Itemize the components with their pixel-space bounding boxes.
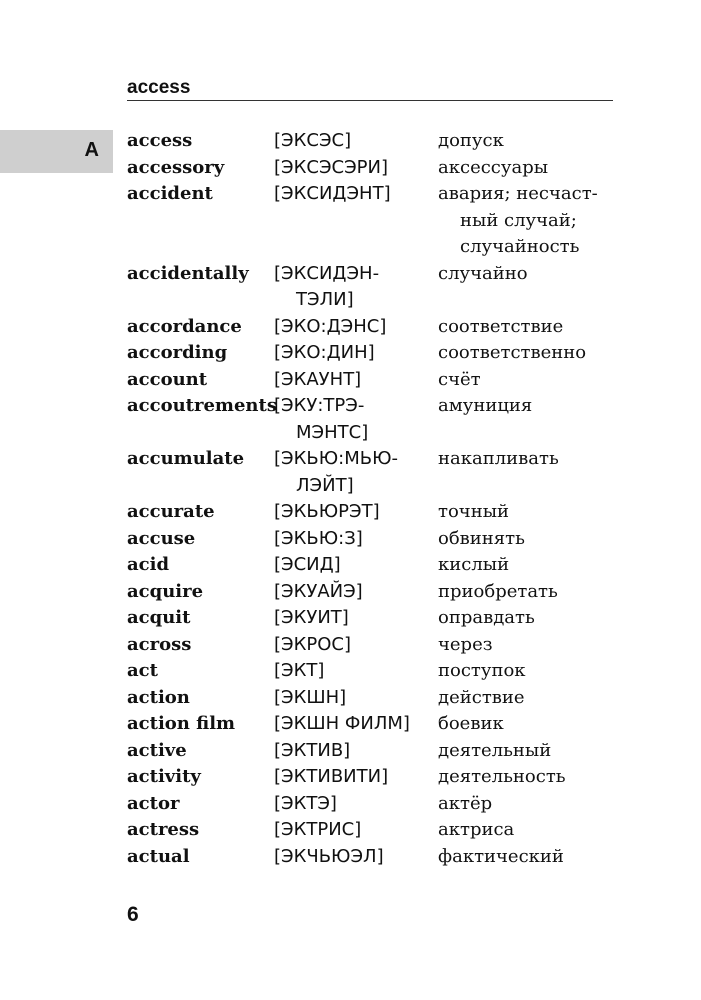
- entry-pronunciation: [274, 738, 438, 765]
- entry-translation: [438, 393, 617, 446]
- entry-headword: across: [127, 633, 192, 655]
- entry-headword: access: [127, 130, 193, 151]
- entry-headword: active: [127, 739, 187, 761]
- entry-pronunciation: [274, 446, 438, 499]
- entry-translation: [438, 711, 617, 738]
- pronunciation-line: [ЭКСЭС]: [274, 130, 352, 151]
- entry-headword: according: [127, 342, 228, 363]
- entry-translation: [438, 314, 617, 341]
- page-number: 6: [127, 903, 139, 926]
- entry-pronunciation: [274, 367, 438, 394]
- entry-pronunciation: [274, 314, 438, 341]
- entry-headword: accidentally: [127, 262, 249, 284]
- entry-headword: act: [127, 660, 158, 681]
- dictionary-entry: [127, 711, 617, 738]
- dictionary-entry: [127, 393, 617, 446]
- entry-translation: [438, 340, 617, 367]
- dictionary-entry: [127, 526, 617, 553]
- pronunciation-line: [ЭКСИДЭН-: [274, 262, 380, 284]
- pronunciation-line: [ЭКУИТ]: [274, 607, 349, 628]
- entry-translation: [438, 446, 617, 499]
- translation-line: соответствие: [438, 315, 564, 337]
- translation-line: соответственно: [438, 342, 587, 363]
- entry-pronunciation: [274, 393, 438, 446]
- entry-pronunciation: [274, 658, 438, 685]
- translation-line: случайно: [438, 262, 528, 284]
- pronunciation-line: ТЭЛИ]: [296, 289, 354, 310]
- entry-pronunciation: [274, 711, 438, 738]
- translation-line: обвинять: [438, 527, 525, 549]
- entry-headword: accurate: [127, 501, 215, 522]
- entry-headword: acquit: [127, 607, 191, 628]
- pronunciation-line: [ЭКТИВ]: [274, 739, 351, 761]
- pronunciation-line: [ЭСИД]: [274, 554, 341, 575]
- entry-headword: acid: [127, 554, 170, 575]
- dictionary-entry: [127, 844, 617, 871]
- translation-line: амуниция: [438, 395, 533, 416]
- entry-pronunciation: [274, 817, 438, 844]
- entry-pronunciation: [274, 261, 438, 314]
- dictionary-entry: [127, 817, 617, 844]
- pronunciation-line: [ЭКЧЬЮЭЛ]: [274, 845, 384, 867]
- translation-line: актёр: [438, 792, 493, 814]
- entry-headword: action: [127, 686, 190, 708]
- dictionary-entry: [127, 261, 617, 314]
- pronunciation-line: [ЭКШН ФИЛМ]: [274, 713, 410, 734]
- dictionary-entry: [127, 685, 617, 712]
- entry-translation: [438, 526, 617, 553]
- translation-line: случайность: [460, 236, 580, 257]
- translation-line: боевик: [438, 713, 504, 734]
- entry-headword: actor: [127, 792, 180, 814]
- dictionary-entry: [127, 764, 617, 791]
- running-header-word: access: [127, 77, 191, 98]
- dictionary-entry: [127, 791, 617, 818]
- pronunciation-line: [ЭКШН]: [274, 686, 347, 708]
- pronunciation-line: [ЭКЬЮРЭТ]: [274, 501, 380, 522]
- translation-line: актриса: [438, 819, 515, 840]
- translation-line: через: [438, 633, 493, 655]
- dictionary-entry: [127, 579, 617, 606]
- entry-translation: [438, 658, 617, 685]
- entry-headword: accordance: [127, 315, 242, 337]
- entry-pronunciation: [274, 791, 438, 818]
- entry-pronunciation: [274, 128, 438, 155]
- dictionary-entry: [127, 314, 617, 341]
- entry-translation: [438, 155, 617, 182]
- entry-translation: [438, 499, 617, 526]
- entry-translation: [438, 367, 617, 394]
- entry-pronunciation: [274, 155, 438, 182]
- pronunciation-line: [ЭКТРИС]: [274, 819, 362, 840]
- entry-pronunciation: [274, 844, 438, 871]
- pronunciation-line: [ЭКУ:ТРЭ-: [274, 395, 365, 416]
- entry-headword: acquire: [127, 580, 204, 602]
- pronunciation-line: [ЭКЬЮ:З]: [274, 527, 363, 549]
- translation-line: ный случай;: [460, 209, 577, 231]
- entry-translation: [438, 261, 617, 314]
- entry-headword: actual: [127, 845, 190, 867]
- dictionary-entry: [127, 552, 617, 579]
- dictionary-entry: [127, 446, 617, 499]
- dictionary-entry: [127, 658, 617, 685]
- entry-pronunciation: [274, 685, 438, 712]
- pronunciation-line: МЭНТС]: [296, 421, 369, 443]
- entry-headword: accoutrements: [127, 395, 277, 416]
- entry-translation: [438, 817, 617, 844]
- translation-line: приобретать: [438, 580, 558, 602]
- entry-headword: accumulate: [127, 448, 245, 469]
- dictionary-entry: [127, 340, 617, 367]
- pronunciation-line: [ЭКУАЙЭ]: [274, 580, 363, 602]
- entry-headword: accessory: [127, 156, 225, 178]
- entry-translation: [438, 791, 617, 818]
- entry-translation: [438, 632, 617, 659]
- dictionary-entry: [127, 499, 617, 526]
- entry-translation: [438, 579, 617, 606]
- dictionary-entry: [127, 367, 617, 394]
- entry-headword: account: [127, 368, 208, 390]
- translation-line: фактический: [438, 845, 564, 867]
- letter-tab-label: A: [84, 139, 99, 161]
- pronunciation-line: [ЭКСИДЭНТ]: [274, 183, 391, 204]
- translation-line: аксессуары: [438, 156, 549, 178]
- pronunciation-line: [ЭКО:ДЭНС]: [274, 315, 387, 337]
- entry-pronunciation: [274, 526, 438, 553]
- entry-headword: accuse: [127, 527, 196, 549]
- entry-translation: [438, 685, 617, 712]
- translation-line: накапливать: [438, 448, 559, 469]
- dictionary-entries: [127, 128, 617, 870]
- dictionary-entry: [127, 181, 617, 261]
- pronunciation-line: [ЭКТ]: [274, 660, 325, 681]
- header-rule: [127, 100, 613, 101]
- pronunciation-line: [ЭКТИВИТИ]: [274, 766, 389, 787]
- translation-line: деятельность: [438, 766, 566, 787]
- translation-line: деятельный: [438, 739, 552, 761]
- entry-translation: [438, 552, 617, 579]
- entry-pronunciation: [274, 181, 438, 261]
- entry-headword: actress: [127, 819, 200, 840]
- pronunciation-line: [ЭКТЭ]: [274, 792, 337, 814]
- dictionary-entry: [127, 128, 617, 155]
- entry-headword: activity: [127, 766, 201, 787]
- entry-pronunciation: [274, 632, 438, 659]
- translation-line: счёт: [438, 368, 481, 390]
- entry-translation: [438, 844, 617, 871]
- translation-line: поступок: [438, 660, 526, 681]
- dictionary-entry: [127, 738, 617, 765]
- pronunciation-line: [ЭКЬЮ:МЬЮ-: [274, 448, 399, 469]
- entry-translation: [438, 605, 617, 632]
- dictionary-entry: [127, 632, 617, 659]
- pronunciation-line: [ЭКО:ДИН]: [274, 342, 375, 363]
- entry-translation: [438, 128, 617, 155]
- entry-pronunciation: [274, 340, 438, 367]
- entry-headword: accident: [127, 183, 213, 204]
- entry-translation: [438, 764, 617, 791]
- translation-line: авария; несчаст-: [438, 183, 598, 204]
- translation-line: допуск: [438, 130, 504, 151]
- pronunciation-line: [ЭКАУНТ]: [274, 368, 362, 390]
- pronunciation-line: [ЭКРОС]: [274, 633, 351, 655]
- entry-pronunciation: [274, 764, 438, 791]
- entry-pronunciation: [274, 552, 438, 579]
- entry-translation: [438, 181, 617, 261]
- entry-headword: action film: [127, 713, 236, 734]
- entry-pronunciation: [274, 605, 438, 632]
- translation-line: кислый: [438, 554, 510, 575]
- dictionary-entry: [127, 155, 617, 182]
- pronunciation-line: [ЭКСЭСЭРИ]: [274, 156, 388, 178]
- entry-translation: [438, 738, 617, 765]
- dictionary-entry: [127, 605, 617, 632]
- entry-pronunciation: [274, 499, 438, 526]
- translation-line: действие: [438, 686, 525, 708]
- letter-tab: [0, 130, 113, 173]
- translation-line: точный: [438, 501, 510, 522]
- translation-line: оправдать: [438, 607, 535, 628]
- pronunciation-line: ЛЭЙТ]: [296, 474, 354, 496]
- entry-pronunciation: [274, 579, 438, 606]
